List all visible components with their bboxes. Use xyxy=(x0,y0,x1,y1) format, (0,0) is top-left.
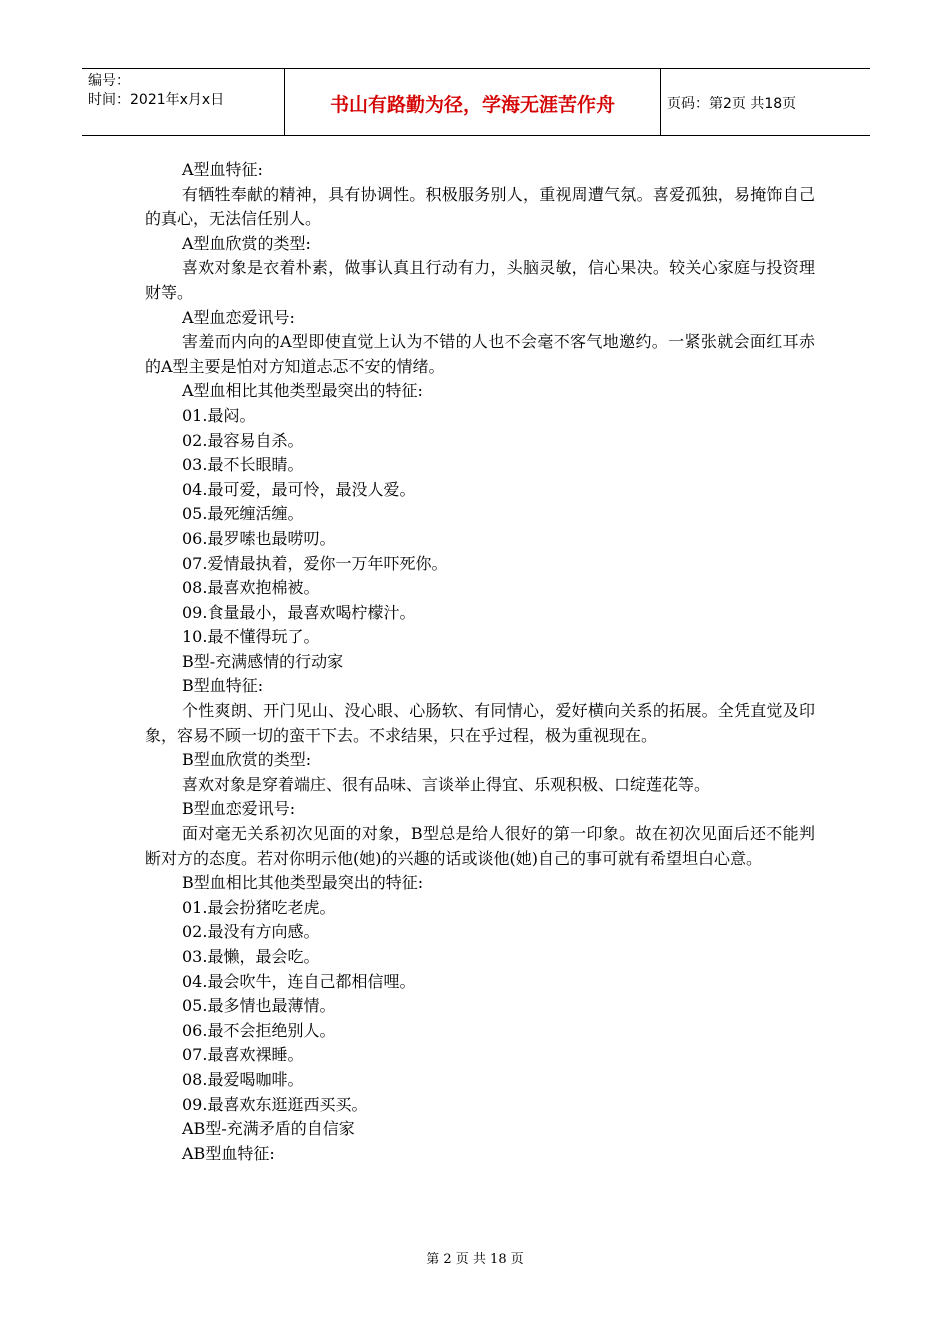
paragraph: 06.最罗嗦也最唠叨。 xyxy=(182,528,336,548)
paragraph: 01.最会扮猪吃老虎。 xyxy=(182,897,336,917)
paragraph: 有牺牲奉献的精神，具有协调性。积极服务别人，重视周遭气氛。喜爱孤独，易掩饰自己的真心，无法信任别人。 xyxy=(145,184,815,229)
paragraph: AB型-充满矛盾的自信家 xyxy=(182,1119,355,1139)
header-page-info: 页码：第2页 共18页 xyxy=(667,96,797,112)
paragraph: B型血欣赏的类型: xyxy=(182,750,312,770)
paragraph: 02.最容易自杀。 xyxy=(182,430,304,450)
paragraph: 09.食量最小，最喜欢喝柠檬汁。 xyxy=(182,602,416,622)
paragraph: B型血恋爱讯号: xyxy=(182,799,296,819)
page-header xyxy=(82,68,870,136)
paragraph: B型血特征: xyxy=(182,676,264,696)
paragraph: 面对毫无关系初次见面的对象，B型总是给人很好的第一印象。故在初次见面后还不能判断对方的态度。若对你明示他(她)的兴趣的话或谈他(她)自己的事可就有希望坦白心意。 xyxy=(145,824,815,868)
page-footer: 第 2 页 共 18 页 xyxy=(426,1252,524,1267)
paragraph: 01.最闷。 xyxy=(182,405,256,425)
paragraph: 喜欢对象是衣着朴素，做事认真且行动有力，头脑灵敏，信心果决。较关心家庭与投资理财等。 xyxy=(145,258,815,302)
paragraph: 害羞而内向的A型即使直觉上认为不错的人也不会毫不客气地邀约。一紧张就会面红耳赤的A型主要是怕对方知道忐忑不安的情绪。 xyxy=(145,332,815,376)
paragraph: 08.最喜欢抱棉被。 xyxy=(182,578,320,598)
paragraph: A型血相比其他类型最突出的特征: xyxy=(182,381,423,401)
paragraph: B型血相比其他类型最突出的特征: xyxy=(182,873,424,893)
body-text xyxy=(145,158,815,1166)
paragraph: AB型血特征: xyxy=(182,1143,275,1163)
paragraph: 03.最懒，最会吃。 xyxy=(182,947,320,966)
paragraph: 09.最喜欢东逛逛西买买。 xyxy=(182,1094,368,1114)
paragraph: 06.最不会拒绝别人。 xyxy=(182,1020,336,1040)
date-label: 时间：2021年x月x日 xyxy=(88,92,225,108)
paragraph: 07.爱情最执着，爱你一万年吓死你。 xyxy=(182,553,448,573)
header-meta-cell xyxy=(82,69,285,135)
header-motto: 书山有路勤为径，学海无涯苦作舟 xyxy=(285,69,661,135)
serial-label: 编号： xyxy=(88,73,130,89)
paragraph: 05.最多情也最薄情。 xyxy=(182,996,336,1016)
paragraph: A型血恋爱讯号: xyxy=(182,307,295,327)
paragraph: 04.最可爱，最可怜，最没人爱。 xyxy=(182,479,416,499)
paragraph: 08.最爱喝咖啡。 xyxy=(182,1069,304,1089)
paragraph: A型血欣赏的类型: xyxy=(182,233,311,253)
paragraph: 05.最死缠活缠。 xyxy=(182,504,304,524)
paragraph: 10.最不懂得玩了。 xyxy=(182,627,320,647)
paragraph: 喜欢对象是穿着端庄、很有品味、言谈举止得宜、乐观积极、口绽莲花等。 xyxy=(182,774,711,794)
paragraph: 个性爽朗、开门见山、没心眼、心肠软、有同情心，爱好横向关系的拓展。全凭直觉及印象，容易不顾一切的蛮干下去。不求结果，只在乎过程，极为重视现在。 xyxy=(145,701,815,745)
paragraph: 02.最没有方向感。 xyxy=(182,922,320,942)
paragraph: 04.最会吹牛，连自己都相信哩。 xyxy=(182,971,416,991)
paragraph: 07.最喜欢裸睡。 xyxy=(182,1045,304,1065)
paragraph: B型-充满感情的行动家 xyxy=(182,651,344,671)
paragraph: A型血特征: xyxy=(182,160,263,179)
paragraph: 03.最不长眼睛。 xyxy=(182,455,304,475)
